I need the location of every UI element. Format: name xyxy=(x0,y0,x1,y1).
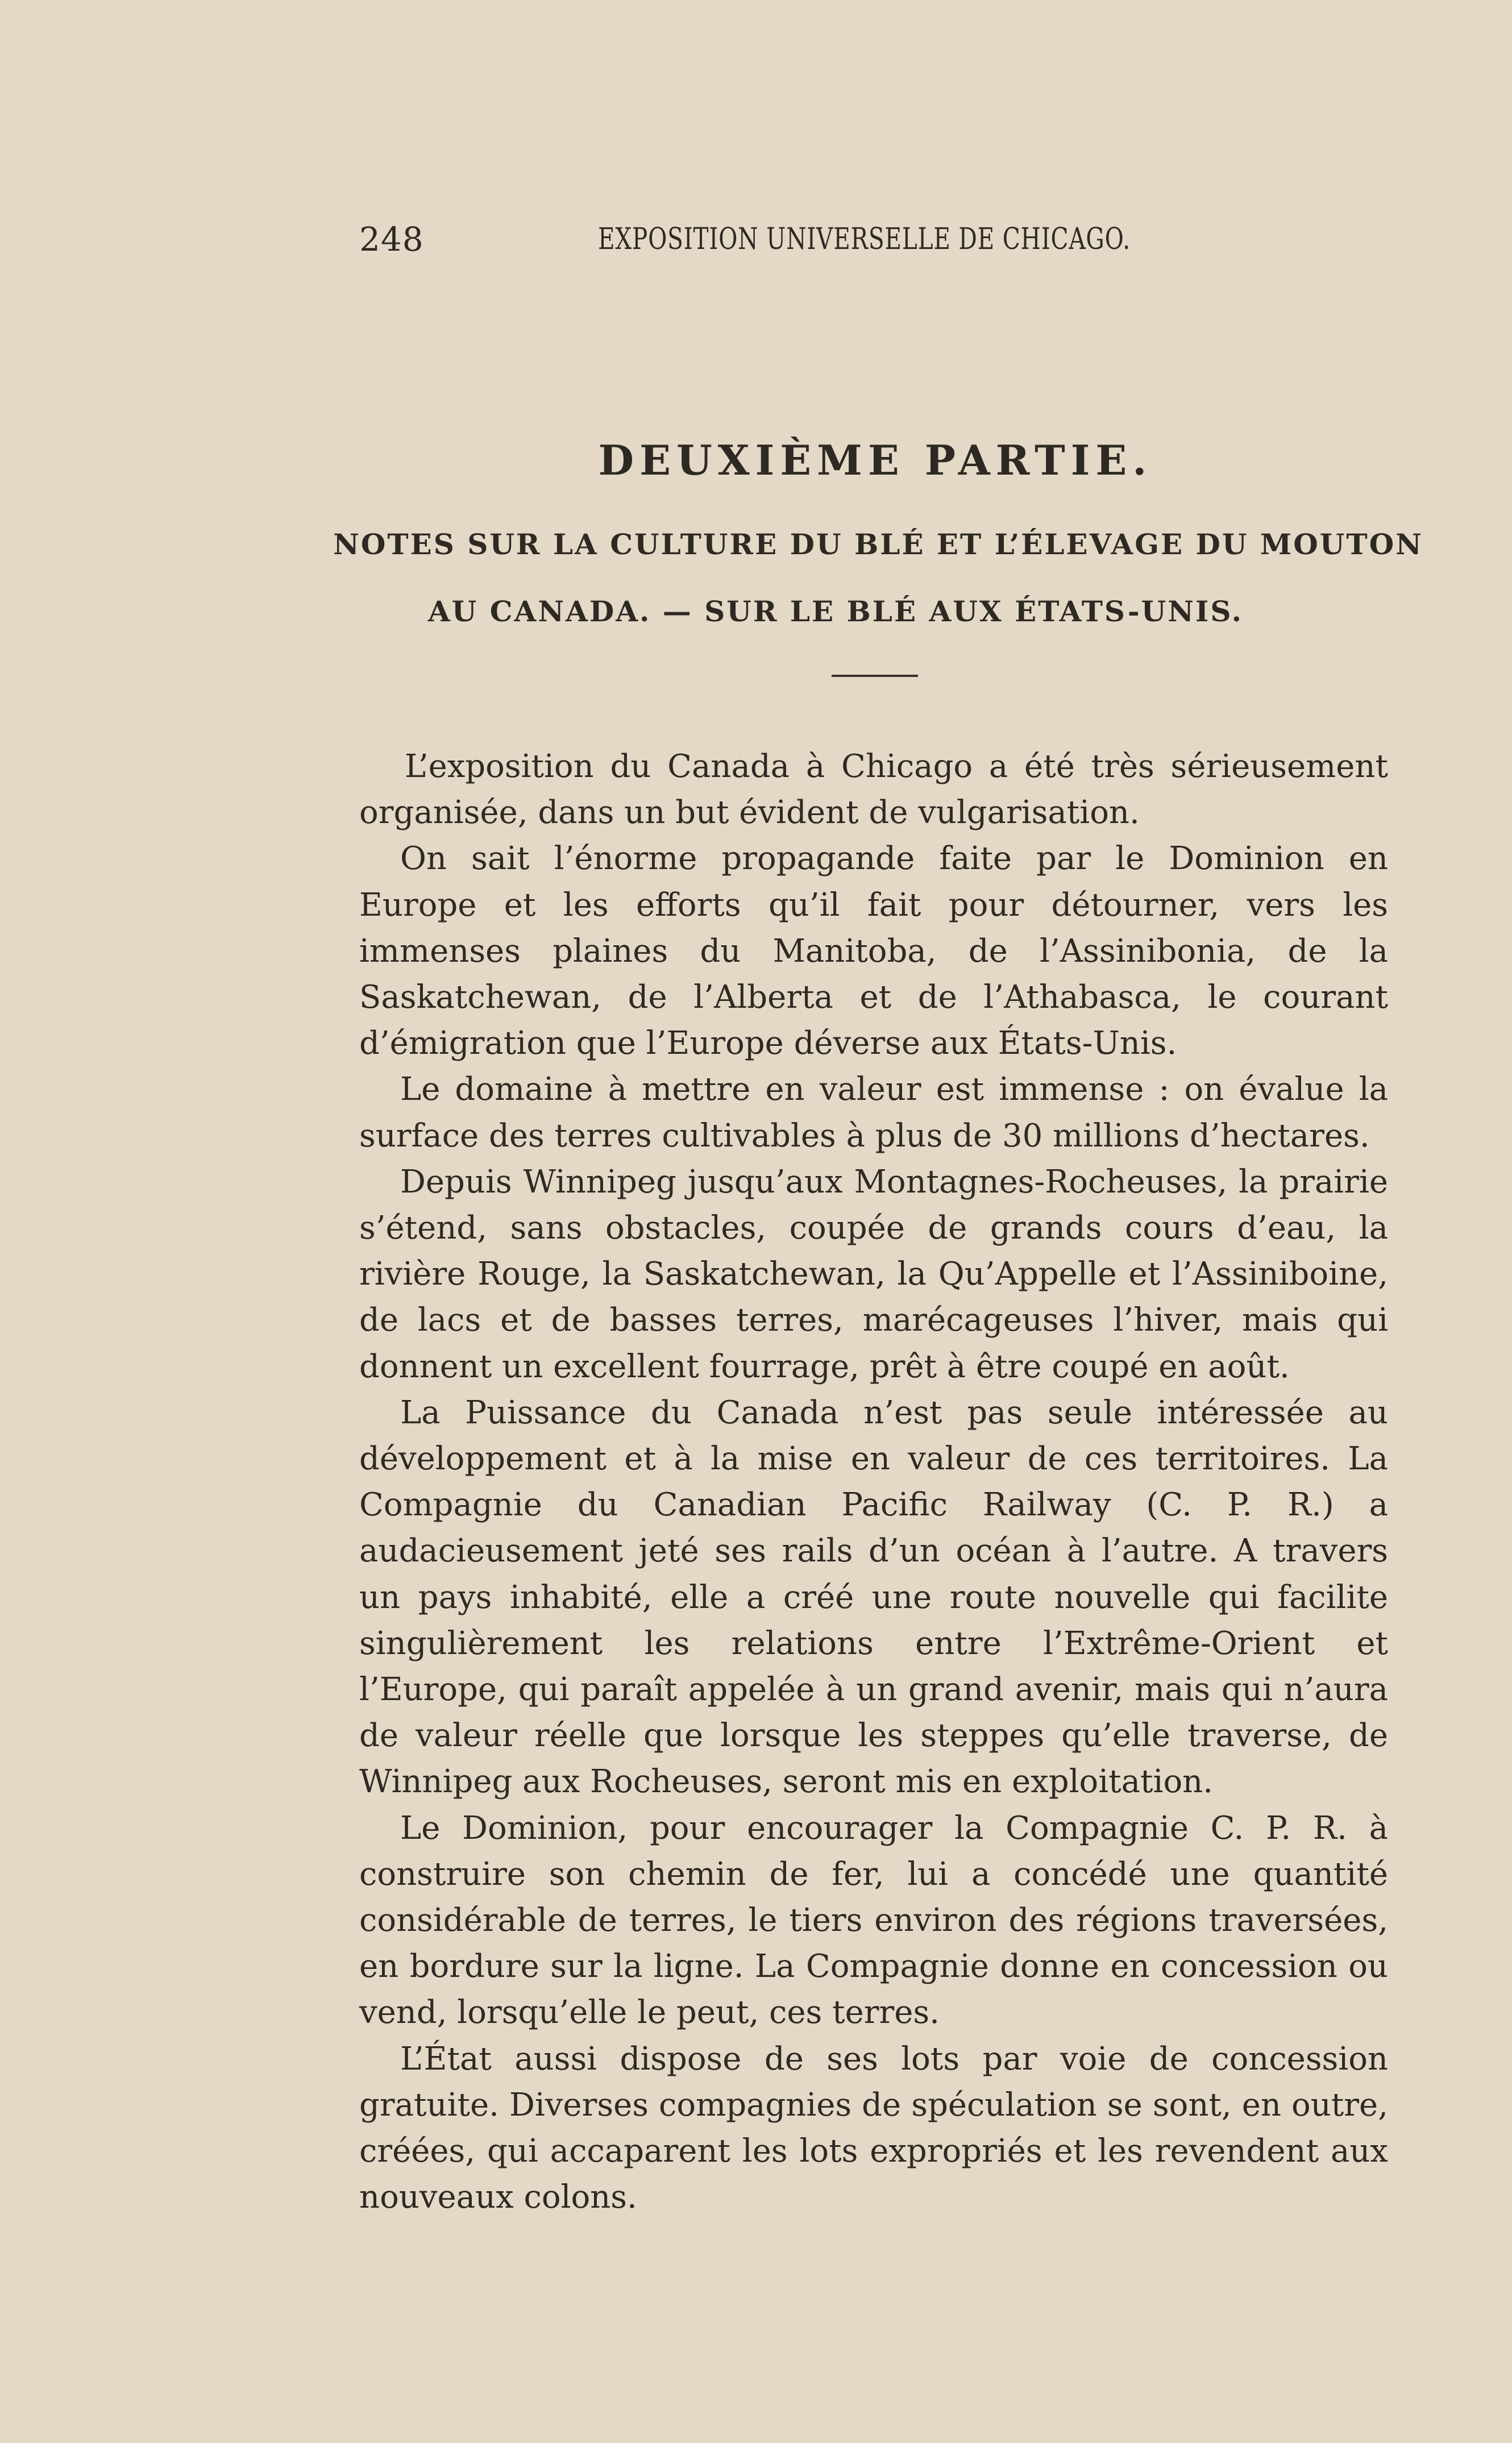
section-subtitle-line-1: NOTES SUR LA CULTURE DU BLÉ ET L’ÉLEVAGE DU MOUTON xyxy=(333,527,1423,561)
paragraph: La Puissance du Canada n’est pas seule intéressée au développement et à la mise en valeur de ces territoires. La Compagnie du Canadian Pacific Railway (C. P. R.) a audacieusement jeté ses rails d’un océan à l’autre. A travers un pays inhabité, elle a créé une route nouvelle qui facilite singulièrement les relations entre l’Extrême-Orient et l’Europe, qui paraît appelée à un grand avenir, mais qui n’aura de valeur réelle que lorsque les steppes qu’elle traverse, de Winnipeg aux Rocheuses, seront mis en exploitation. xyxy=(359,1394,1388,1801)
running-head: EXPOSITION UNIVERSELLE DE CHICAGO. xyxy=(598,222,1131,256)
part-title: DEUXIÈME PARTIE. xyxy=(598,436,1153,484)
page-number: 248 xyxy=(359,220,424,259)
section-subtitle-line-2: AU CANADA. — SUR LE BLÉ AUX ÉTATS-UNIS. xyxy=(427,595,1244,628)
paragraph: L’exposition du Canada à Chicago a été très sérieusement organisée, dans un but évident de vulgarisation. xyxy=(359,748,1388,832)
paragraph: On sait l’énorme propagande faite par le Dominion en Europe et les efforts qu’il fait pour détourner, vers les immenses plaines du Manitoba, de l’Assinibonia, de la Saskatchewan, de l’Alberta et de l’Athabasca, le courant d’émigration que l’Europe déverse aux États-Unis. xyxy=(359,840,1388,1062)
page-header xyxy=(359,214,1155,265)
paragraph: Le domaine à mettre en valeur est immense : on évalue la surface des terres cultivables à plus de 30 millions d’hectares. xyxy=(359,1071,1388,1154)
body-text xyxy=(359,743,1388,2221)
paragraph: Le Dominion, pour encourager la Compagnie C. P. R. à construire son chemin de fer, lui a concédé une quantité considérable de terres, le tiers environ des régions traversées, en bordure sur la ligne. La Compagnie donne en concession ou vend, lorsqu’elle le peut, ces terres. xyxy=(359,1809,1388,2031)
paragraph: L’État aussi dispose de ses lots par voie de concession gratuite. Diverses compagnies de spéculation se sont, en outre, créées, qui accaparent les lots expropriés et les revendent aux nouveaux colons. xyxy=(359,2040,1388,2216)
title-divider-rule xyxy=(832,675,918,677)
paragraph: Depuis Winnipeg jusqu’aux Montagnes-Rocheuses, la prairie s’étend, sans obstacles, coupée de grands cours d’eau, la rivière Rouge, la Saskatchewan, la Qu’Appelle et l’Assiniboine, de lacs et de basses terres, marécageuses l’hiver, mais qui donnent un excellent fourrage, prêt à être coupé en août. xyxy=(359,1163,1388,1385)
